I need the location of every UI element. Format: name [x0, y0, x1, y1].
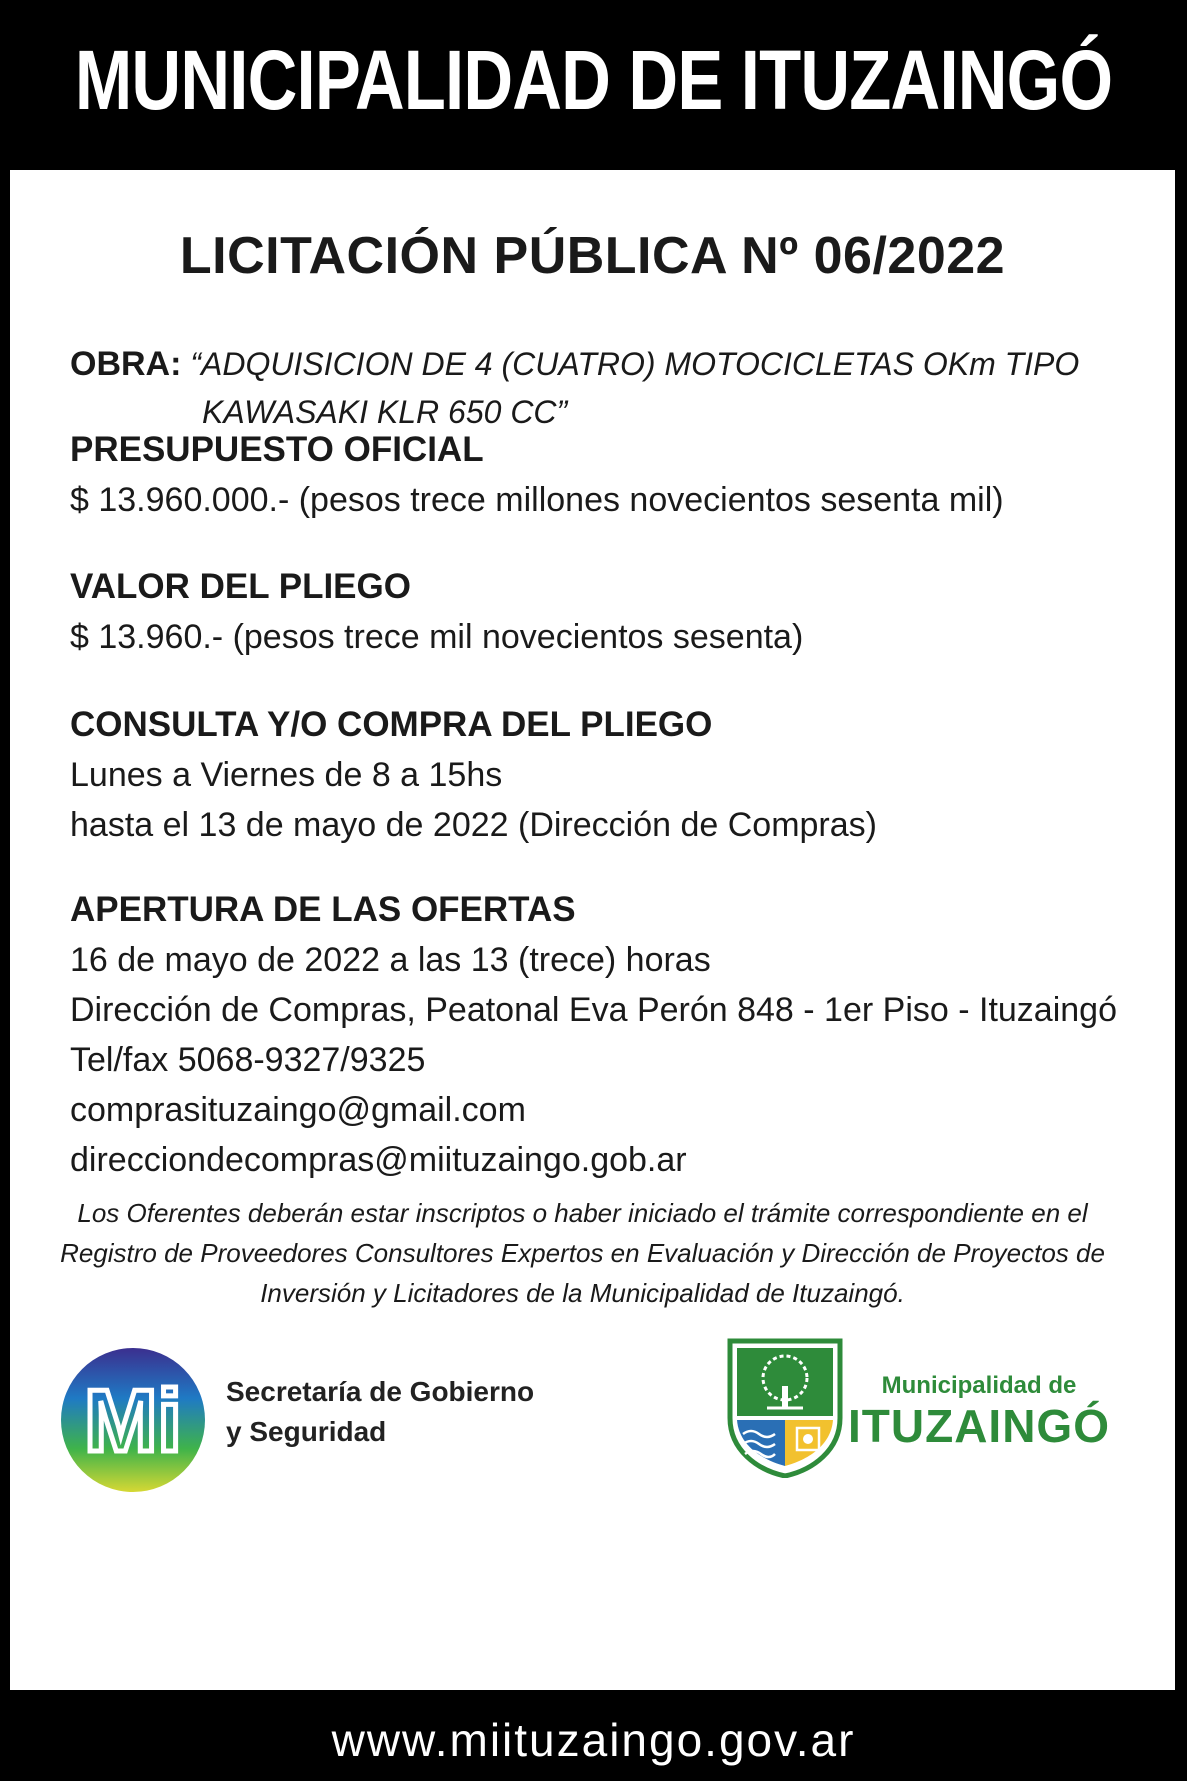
valor-section	[70, 562, 803, 662]
municipalidad-line2: ITUZAINGÓ	[848, 1400, 1110, 1452]
consulta-line1: Lunes a Viernes de 8 a 15hs	[70, 756, 503, 794]
shield-tree-icon	[727, 1338, 843, 1478]
apertura-email-2: direcciondecompras@miituzaingo.gob.ar	[70, 1141, 687, 1179]
secretaria-line1: Secretaría de Gobierno	[226, 1376, 535, 1407]
secretaria-text	[226, 1372, 534, 1452]
website-link[interactable]: www.miituzaingo.gov.ar	[331, 1713, 856, 1766]
svg-text:Mi: Mi	[84, 1371, 182, 1470]
apertura-phone: Tel/fax 5068-9327/9325	[70, 1041, 426, 1079]
apertura-section	[70, 885, 1117, 1185]
footer-bar	[0, 1698, 1187, 1781]
secretaria-line2: y Seguridad	[226, 1416, 387, 1447]
valor-heading: VALOR DEL PLIEGO	[70, 567, 411, 606]
obra-block	[70, 340, 1079, 436]
municipality-title: MUNICIPALIDAD DE ITUZAINGÓ	[74, 32, 1113, 127]
valor-value: $ 13.960.- (pesos trece mil novecientos sesenta)	[70, 618, 804, 656]
presupuesto-heading: PRESUPUESTO OFICIAL	[70, 430, 484, 469]
consulta-section	[70, 700, 877, 850]
consulta-heading: CONSULTA Y/O COMPRA DEL PLIEGO	[70, 705, 713, 744]
note-line3: Inversión y Licitadores de la Municipalidad de Ituzaingó.	[260, 1278, 905, 1308]
presupuesto-section	[70, 425, 1004, 525]
note-line1: Los Oferentes deberán estar inscriptos o haber iniciado el trámite correspondiente en el	[77, 1198, 1088, 1228]
municipalidad-text	[848, 1372, 1110, 1452]
consulta-line2: hasta el 13 de mayo de 2022 (Dirección de Compras)	[70, 806, 877, 844]
header-bar	[0, 0, 1187, 160]
apertura-email-1: comprasituzaingo@gmail.com	[70, 1091, 526, 1129]
obra-label: OBRA:	[70, 345, 182, 383]
apertura-heading: APERTURA DE LAS OFERTAS	[70, 890, 576, 929]
tender-title: LICITACIÓN PÚBLICA Nº 06/2022	[179, 227, 1006, 285]
presupuesto-value: $ 13.960.000.- (pesos trece millones novecientos sesenta mil)	[70, 481, 1004, 519]
mi-logo	[58, 1345, 208, 1500]
note-line2: Registro de Proveedores Consultores Expertos en Evaluación y Dirección de Proyectos de	[60, 1238, 1105, 1268]
apertura-line2: Dirección de Compras, Peatonal Eva Perón 848 - 1er Piso - Ituzaingó	[70, 991, 1117, 1029]
ituzaingo-shield-logo	[727, 1338, 843, 1483]
obra-value-line2: KAWASAKI KLR 650 CC”	[202, 394, 568, 430]
mi-logo-icon	[58, 1345, 208, 1495]
obra-value-line1: “ADQUISICION DE 4 (CUATRO) MOTOCICLETAS OKm TIPO	[190, 346, 1080, 382]
registration-note	[40, 1193, 1125, 1313]
municipalidad-line1: Municipalidad de	[881, 1372, 1077, 1399]
apertura-line1: 16 de mayo de 2022 a las 13 (trece) horas	[70, 941, 711, 979]
